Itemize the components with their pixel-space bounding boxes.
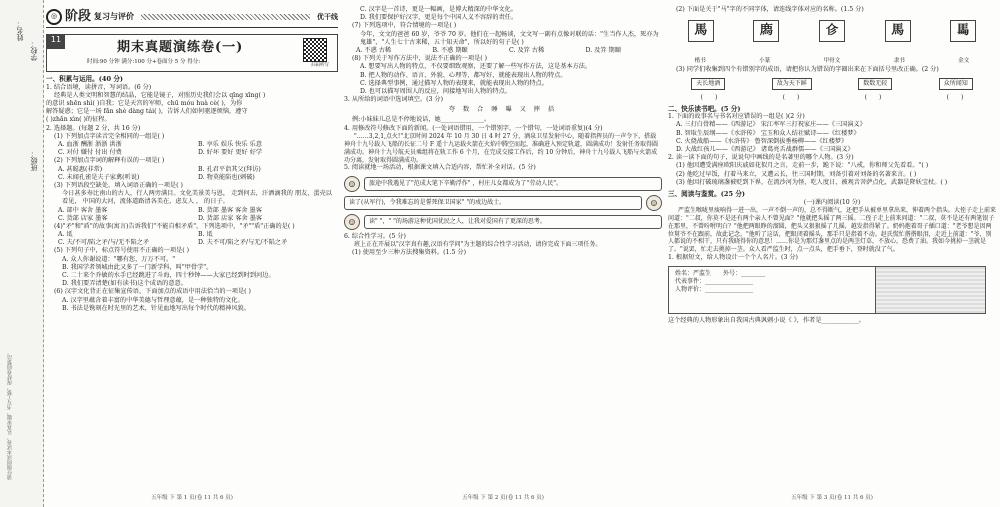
q6-text: 班上正在开展以"汉字真有趣,汉语有学问"为主题的综合性学习活动，请你完成下面三项任务。 xyxy=(354,240,602,248)
speech-bubble[interactable]: 读" "，" "的场游这种优国优民之人，让我对爱国有了更深的思考。 xyxy=(364,215,662,229)
r1-prompt: 1. 下面的故事名与书名对应错误的一组是( )(2 分) xyxy=(668,113,805,121)
qr-code-label: 扫码听写 xyxy=(311,63,329,68)
reading-passage: 严监生喉咙里痰响得一进一出，一声不倒一声的，总不得断气，还把手从被单里拿出来，伸着两个指头。大侄子走上前来问道："二叔，你莫不是还有两个亲人不曾见面？"他就把头摇了两三摇。二侄子走上前来问道："二叔，莫不是还有两笔银子在那里，不曾吩咐明白？"他把两眼睁的溜圆，把头又狠狠摇了几摇，越发指得紧了。奶妈抱着哥子插口道："老爷想是因两位舅爷不在跟前，故此记念。"他听了这话，把眼闭着摇头，那手只是指着不动。赵氏慌忙揩揩眼泪，走近上前道："爷，别人都说的不相干，只有我晓得你的意思！……你是为那灯盏里点的是两茎灯草，不放心，恐费了油。我如今挑掉一茎就是了。"说罢，忙走去挑掉一茎。众人看严监生时，点一点头，把手垂下，登时就没了气。 xyxy=(668,206,997,254)
glyph-box[interactable]: 馬 xyxy=(885,20,911,42)
brand-logo-icon: ◎ xyxy=(46,9,62,25)
q6-1-prompt: (1) 使用至少三种方法搜集资料。(1.5 分) xyxy=(352,248,466,256)
q2-3-prompt: (3) 下列语段空缺处，填入词语正确的一项是( ) xyxy=(54,181,183,189)
option[interactable]: C. 二十来个乔敏的水手已经跳进了斗海，四十秒钟——大家已经到时到河边。 xyxy=(62,272,275,280)
school-label: 学校： xyxy=(30,40,38,61)
idiom-box[interactable]: 天长地酒 xyxy=(691,78,725,90)
q2-2-prompt: (2) 下列加点字词的解释有误的一项是( ) xyxy=(54,157,165,165)
option[interactable]: B. 不惑 期颐 xyxy=(432,46,468,54)
q1-line: 经典是人类文明和智慧的结晶，它能是镜子，对照历史我们会以 qīng xīng( ) xyxy=(54,91,266,99)
speech-bubble[interactable]: 旅途中我遇见了"范成大笔下辛勤浮作" ，村庄儿女都成为了"劳动人民"。 xyxy=(364,177,662,191)
q4-prompt: 4. 用修改符号修改下面的新闻。(一处词语错用，一个错别字，一个错句，一处词语重复)(4 分) xyxy=(344,124,603,132)
q2-1-prompt: (1) 下列加点字读音完全相同的一组是( ) xyxy=(54,132,165,140)
option[interactable]: A. 三打白骨精——《西游记》 宋江率军三打祝家庄——《三国演义》 xyxy=(676,121,866,129)
q1-line: 解答疑惑；它是一场 fǎn shè dàng tái( )，告诉人们如何驱逐烦恼，遵守 xyxy=(46,108,248,116)
q8-prompt: (8) 下列关于写作方法中，说法不正确的一项是( ) xyxy=(352,55,488,63)
r2-line: (3) 他因打破琉璃盏被贬到下界，在流沙河为怪，吃人度日，被观音菩萨点化，武器是降妖宝杖。( ) xyxy=(676,178,948,186)
option[interactable]: D. 夫不可/陷之矛/与无/不陷之矛 xyxy=(198,239,288,247)
speech-bubble[interactable]: 读了(从军行)，令我难忘的是誓死保卫国家" "的戍边战士。 xyxy=(344,196,642,210)
option[interactable]: B. 享乐 娱乐 快乐 乐意 xyxy=(198,141,262,149)
option[interactable]: C. 及笄 古稀 xyxy=(509,46,545,54)
option[interactable]: D. 货部 店家 客舍 墨客 xyxy=(198,214,263,222)
q2-6-prompt: (6) 汉字文化背正在征集宣传语，下面加点的成语中用法恰当的一项是( ) xyxy=(54,288,251,296)
exam-number: 11 xyxy=(47,35,65,49)
glyph-box[interactable]: 馬 xyxy=(688,20,714,42)
q3-prompt: 3. 从所给的词语中选词填空。(3 分) xyxy=(344,96,444,104)
q7-prompt: (7) 下列选项中，符合情境的一项是( ) xyxy=(352,22,457,30)
q6-2-prompt: (2) 下面是关于"马"字的不同字体，请连线字体对应的名称。(1.5 分) xyxy=(676,6,864,13)
idiom-box[interactable]: 敌为天下鲜 xyxy=(772,78,812,90)
q1-prompt: 1. 结合语境，读拼音，写词语。(6 分) xyxy=(46,83,152,91)
answer-slot[interactable]: ( ) xyxy=(946,93,964,101)
q2-3-text: 今日甚多寿比南山的古人，行人两旁满目。文化美景美与恩， 走到何去，汗洒滴我的 朋友，蛋壳以看见， 中国的大河，流体道路清各美在，虑友人 ， 的日子。 xyxy=(62,190,332,206)
alias-label: 外号： xyxy=(723,270,742,278)
page-footer: 五年级 下 第 2 页(卷 11 共 6 页) xyxy=(462,494,544,501)
decorative-hatch xyxy=(141,14,310,20)
evaluation-input[interactable]: ________________ xyxy=(705,286,754,294)
option[interactable]: B. 孔君平诣其父(拜访) xyxy=(198,165,261,173)
option[interactable]: B. 我国学者领城由此又多了一门新学科，叫"甲骨学"。 xyxy=(62,263,213,271)
brand-title: 阶段 xyxy=(65,8,92,24)
page-footer: 五年级 下 第 3 页(卷 11 共 6 页) xyxy=(791,494,873,501)
student-avatar-icon: ☺ xyxy=(646,195,662,211)
option[interactable]: D. 我们要弄清楚(如有读书)这个成语的意意。 xyxy=(62,280,187,288)
q2-4-prompt: (4)"矛"和"盾"的故事(寓言)告诉我们"不能自相矛盾"，下列选项中，"矛""盾"正确的是( ) xyxy=(54,222,295,230)
option[interactable]: A. 甚聪惠(非常) xyxy=(58,165,103,173)
option[interactable]: A. 血浙 酬浙 浙浙 洪浙 xyxy=(58,141,122,149)
glyph-box[interactable]: 𢊁 xyxy=(753,20,779,42)
qr-code-icon[interactable] xyxy=(303,38,327,62)
q2-3-options xyxy=(46,207,338,223)
q7-options xyxy=(344,47,662,55)
glyph-box[interactable]: 𩡧 xyxy=(950,20,976,42)
q5-prompt: 5. 阅读就地一场活动，根据课文填入合适内容，帮忙补全对话。(5 分) xyxy=(344,164,536,172)
page-1 xyxy=(46,6,338,502)
option[interactable]: A. 坻 xyxy=(58,231,73,239)
brand-tag: 优干线 xyxy=(317,11,338,21)
option[interactable]: A. 汉字里蕴含着丰富的中华美德与哲理意蕴，是一种独特的文化。 xyxy=(62,296,244,304)
q2-2-options xyxy=(46,166,338,182)
option[interactable]: D. 及笄 期颐 xyxy=(585,46,621,54)
option[interactable]: D. 物莫能陷也(刺破) xyxy=(198,173,255,181)
student-name-label: 姓名： xyxy=(16,20,24,41)
script-name[interactable]: 楷书 xyxy=(694,58,706,65)
brand-header xyxy=(46,6,338,28)
q2-4-options xyxy=(46,231,338,247)
section-1-heading: 一、积累与运用。(40 分) xyxy=(46,75,124,83)
binding-note: 请仔细阅读本试卷，认真审题，书写工整，保持卷面整洁。 xyxy=(7,350,13,480)
student-avatar-icon: ☺ xyxy=(344,214,360,230)
page-3 xyxy=(668,6,996,502)
profile-form xyxy=(669,267,875,313)
q2-1-options xyxy=(46,141,338,157)
q4-news-text: "……3,2,1,点火!"北京时间 2024 年 10 月 30 日 4 时 27 分，酒泉卫星发射中心，随着指挥员的一声令下，搭载神舟十九号载人飞船的长征二号 F 遥十九运载火箭在火焰中腾空而起，准确进入预定轨道，圆满成功！发射任务取得圆满成功。神舟十九号航天员乘组将在轨工作 6 个月，在完成交接工作后，约 10 分钟后，神舟十九号载人飞船与火箭成功分离，发射取得圆满成功。 xyxy=(344,132,658,164)
q1-line: 的意识 shēn shì( )自我；它是天宫的军师，chū móu huà cè( )，为你 xyxy=(46,100,243,108)
exam-title: 期末真题演练卷(一) xyxy=(117,40,244,55)
q6-prompt: 6. 综合性学习。(5 分) xyxy=(344,232,406,240)
option[interactable]: D. 我们要保护好汉字，更是每个中国人义不容辞的责任。 xyxy=(360,14,518,22)
option[interactable]: C. 汉字是一首诗，更是一幅画，是博大精深的中华文化。 xyxy=(360,6,517,13)
page-footer: 五年级 下 第 1 页(卷 11 共 6 页) xyxy=(151,494,233,501)
option[interactable]: B. 智取生辰纲——《水浒传》 宝玉和众人结社赋诗——《红楼梦》 xyxy=(676,129,860,137)
answer-slot[interactable]: ( ) xyxy=(864,93,882,101)
option[interactable]: C. 夫/不可/陷之矛/与/无不陷之矛 xyxy=(58,239,150,247)
option[interactable]: A. 众人你谢说道："哪有您，万万不可。" xyxy=(62,255,176,263)
option[interactable]: B. 书法是镌刻在时光里的艺术，针见血地写出每个时代的精神风貌。 xyxy=(62,304,250,312)
script-name-row xyxy=(668,58,996,65)
section-3-heading: 三、阅读与鉴赏。(25 分) xyxy=(668,189,746,198)
option[interactable]: D. 也可以描写周围人的反应，间接地写出人物的特点。 xyxy=(360,87,511,95)
q2-prompt: 2. 选择题。(每题 2 分，共 16 分) xyxy=(46,124,141,132)
r2-prompt: 2. 读一读下面的句子，说说句中画线的是名著里的哪个人物。(3 分) xyxy=(668,154,854,162)
script-name[interactable]: 隶书 xyxy=(893,58,905,65)
answer-parens xyxy=(668,94,996,102)
option[interactable]: C. 对付 嫌付 付出 付费 xyxy=(58,149,122,157)
option[interactable]: B. 货部 墨客 客舍 墨客 xyxy=(198,206,262,214)
option[interactable]: B. 把人物的动作、语言、外貌、心理等，都写好，就能表现出人物的特点。 xyxy=(360,71,567,79)
event-input[interactable]: ________________ xyxy=(705,278,754,286)
alias-input[interactable]: ________ xyxy=(741,270,766,278)
option[interactable]: C. 选择典型事例，通过描写人物的表现来，就能表现出人物的特点。 xyxy=(360,79,548,87)
q3-word-bank: 夸 数 合 睡 曝 又 摔 括 xyxy=(448,106,558,114)
q6-3-prompt: (3) 同学们收集到四个有错别字的成语，请把你认为错误的字圈出来在下面括号里改正确。(2 分) xyxy=(676,65,939,73)
option[interactable]: A. 想要写出人物的特点，不仅要细致观察，还要了解一些写作方法，这是基本方法。 xyxy=(360,63,592,71)
exam-meta: 时间:90 分钟 满分:100 分+卷面分 5 分 得分: xyxy=(87,59,201,65)
exam-title-box xyxy=(46,34,338,72)
q7-text: 今年，文文的爸爸 60 岁，爷爷 70 岁。他们在一起畅谈，文文写一副有点像对联的话："生当作人杰，死亦为鬼雄"，"人生七十古来稀，五十知天命"，所以好的句子是( ) xyxy=(360,30,659,46)
matching-gap xyxy=(668,44,996,58)
q1-line: ( )zhǎn xìn( )的征程。 xyxy=(46,116,111,124)
illustration-image xyxy=(875,267,985,313)
binding-margin xyxy=(0,0,44,507)
idiom-row xyxy=(668,78,996,90)
script-name[interactable]: 甲骨文 xyxy=(823,58,841,65)
evaluation-label: 人物评价： xyxy=(675,286,706,294)
option[interactable]: D. 大战红孩儿——《西游记》 诸葛亮舌战群儒——《三国演义》 xyxy=(676,146,854,154)
idiom-box[interactable]: 数数无较 xyxy=(858,78,892,90)
glyph-box[interactable]: 𢒃 xyxy=(819,20,845,42)
rq1-tail: 这个经典的人物形象出自我国古典讽刺小说《 》，作者是____________。 xyxy=(668,317,865,325)
script-name[interactable]: 小篆 xyxy=(759,58,771,65)
event-label: 代表事件： xyxy=(675,278,706,286)
profile-card xyxy=(668,266,986,314)
option[interactable]: B. 坻 xyxy=(198,231,213,239)
page-2 xyxy=(344,6,662,502)
option[interactable]: D. 好坏 要好 更好 好学 xyxy=(198,149,263,157)
option[interactable]: C. 货部 店家 墨客 xyxy=(58,214,108,222)
idiom-box[interactable]: 众所闻知 xyxy=(939,78,973,90)
name-label: 姓名： xyxy=(675,270,694,278)
reading-subtitle: (一)课内阅读(10 分) xyxy=(803,198,861,206)
section-2-heading: 二、快乐读书吧。(5 分) xyxy=(668,104,741,113)
rq1-prompt: 1. 根据短文，给人物设计一个个人名片。(3 分) xyxy=(668,254,798,262)
name-value: 严监生 xyxy=(693,270,712,278)
class-label: 班级： xyxy=(30,150,38,171)
r2-line: (2) 他吃过早饭，打着马来立，又遭云长，往三国时期，刘备引着对刘备的名著来言。( ) xyxy=(676,170,917,178)
dialogue-row xyxy=(344,214,662,230)
option[interactable]: A. 不惑 古稀 xyxy=(356,46,392,54)
brand-subtitle: 复习与评价 xyxy=(94,11,135,22)
answer-slot[interactable]: ( ) xyxy=(700,93,718,101)
option[interactable]: A. 部中 客舍 墨客 xyxy=(58,206,108,214)
dialogue-row xyxy=(344,195,662,211)
q3-example: 例:小妹妹儿总是不停地说话，她______________。 xyxy=(352,116,491,124)
option[interactable]: C. 火烧战船——《水浒传》 鲁智深倒拔垂杨柳——《红楼梦》 xyxy=(676,137,848,145)
q2-5-prompt: (5) 下列句子中，标点符号使用不正确的一项是( ) xyxy=(54,247,190,255)
dialogue-row xyxy=(344,176,662,192)
script-name[interactable]: 金文 xyxy=(958,58,970,65)
answer-slot[interactable]: ( ) xyxy=(782,93,800,101)
r2-line: (1) 他因遭受满座欧阳庆戚如花似月之言，走前一步，跪下说："八戒，你和师父先看看。"( ) xyxy=(676,162,929,170)
student-avatar-icon: ☺ xyxy=(344,176,360,192)
option[interactable]: C. 未闻孔雀是夫子家禽(听说) xyxy=(58,173,140,181)
horse-glyph-row xyxy=(668,20,996,42)
